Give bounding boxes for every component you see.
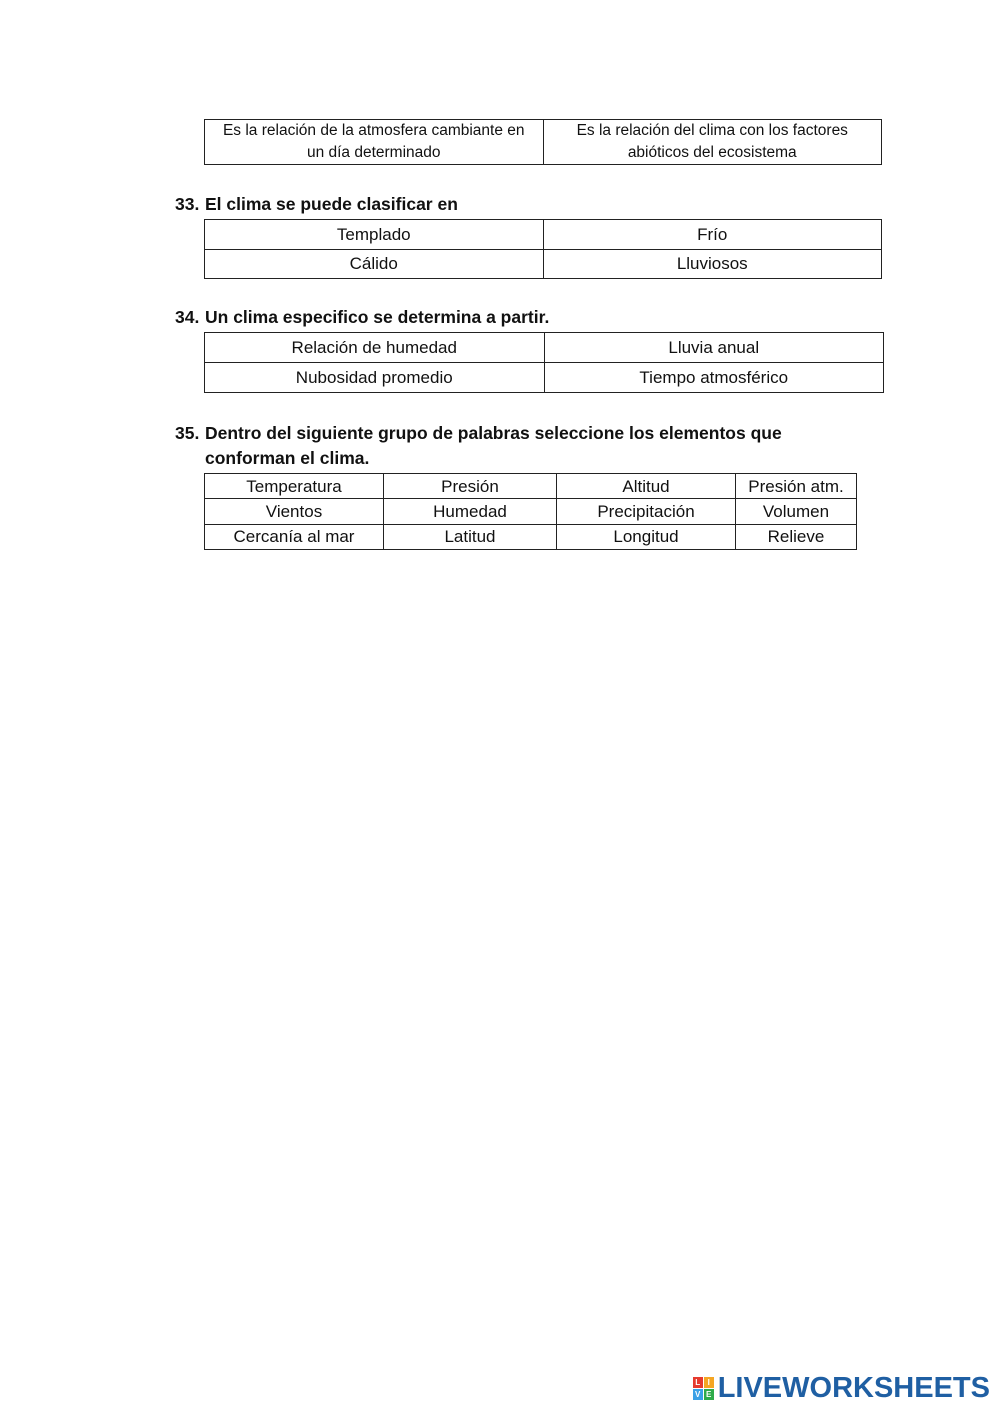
option-cell[interactable]: Longitud (557, 524, 736, 549)
question-text: Un clima especifico se determina a partir. (205, 307, 550, 327)
table-row (205, 499, 857, 524)
logo-mark-icon: L I V E (693, 1377, 714, 1400)
option-cell[interactable]: Presión atm. (736, 474, 857, 499)
question-33 (175, 192, 458, 217)
q35-options-table (204, 473, 857, 550)
question-text-continued: conforman el clima. (205, 448, 370, 468)
table-row (205, 363, 884, 393)
option-cell[interactable]: Precipitación (557, 499, 736, 524)
table-row (205, 333, 884, 363)
option-cell[interactable]: Presión (384, 474, 557, 499)
question-text: El clima se puede clasificar en (205, 194, 458, 214)
table-row (205, 220, 882, 250)
question-number: 33. (175, 194, 200, 214)
option-cell[interactable]: Vientos (205, 499, 384, 524)
option-cell[interactable]: Nubosidad promedio (205, 363, 545, 393)
option-cell[interactable]: Es la relación de la atmosfera cambiante en un día determinado (205, 120, 544, 165)
option-cell[interactable]: Frío (543, 220, 882, 250)
table-row (205, 524, 857, 549)
option-cell[interactable]: Temperatura (205, 474, 384, 499)
option-cell[interactable]: Templado (205, 220, 544, 250)
question-text: Dentro del siguiente grupo de palabras seleccione los elementos que (205, 423, 782, 443)
option-cell[interactable]: Humedad (384, 499, 557, 524)
question-34 (175, 305, 549, 330)
option-cell[interactable]: Altitud (557, 474, 736, 499)
option-cell[interactable]: Tiempo atmosférico (544, 363, 884, 393)
option-cell[interactable]: Lluvia anual (544, 333, 884, 363)
logo-text: LIVEWORKSHEETS (717, 1372, 990, 1404)
option-cell[interactable]: Cálido (205, 249, 544, 279)
question-35 (175, 421, 782, 471)
option-cell[interactable]: Es la relación del clima con los factores abióticos del ecosistema (543, 120, 882, 165)
table-row (205, 474, 857, 499)
option-cell[interactable]: Relieve (736, 524, 857, 549)
q34-options-table (204, 332, 884, 393)
q33-options-table (204, 219, 882, 279)
q32-options-table (204, 119, 882, 165)
table-row (205, 120, 882, 165)
option-cell[interactable]: Relación de humedad (205, 333, 545, 363)
option-cell[interactable]: Volumen (736, 499, 857, 524)
liveworksheets-logo (693, 1372, 990, 1405)
option-cell[interactable]: Lluviosos (543, 249, 882, 279)
question-number: 34. (175, 307, 200, 327)
table-row (205, 249, 882, 279)
option-cell[interactable]: Cercanía al mar (205, 524, 384, 549)
option-cell[interactable]: Latitud (384, 524, 557, 549)
question-number: 35. (175, 423, 200, 443)
